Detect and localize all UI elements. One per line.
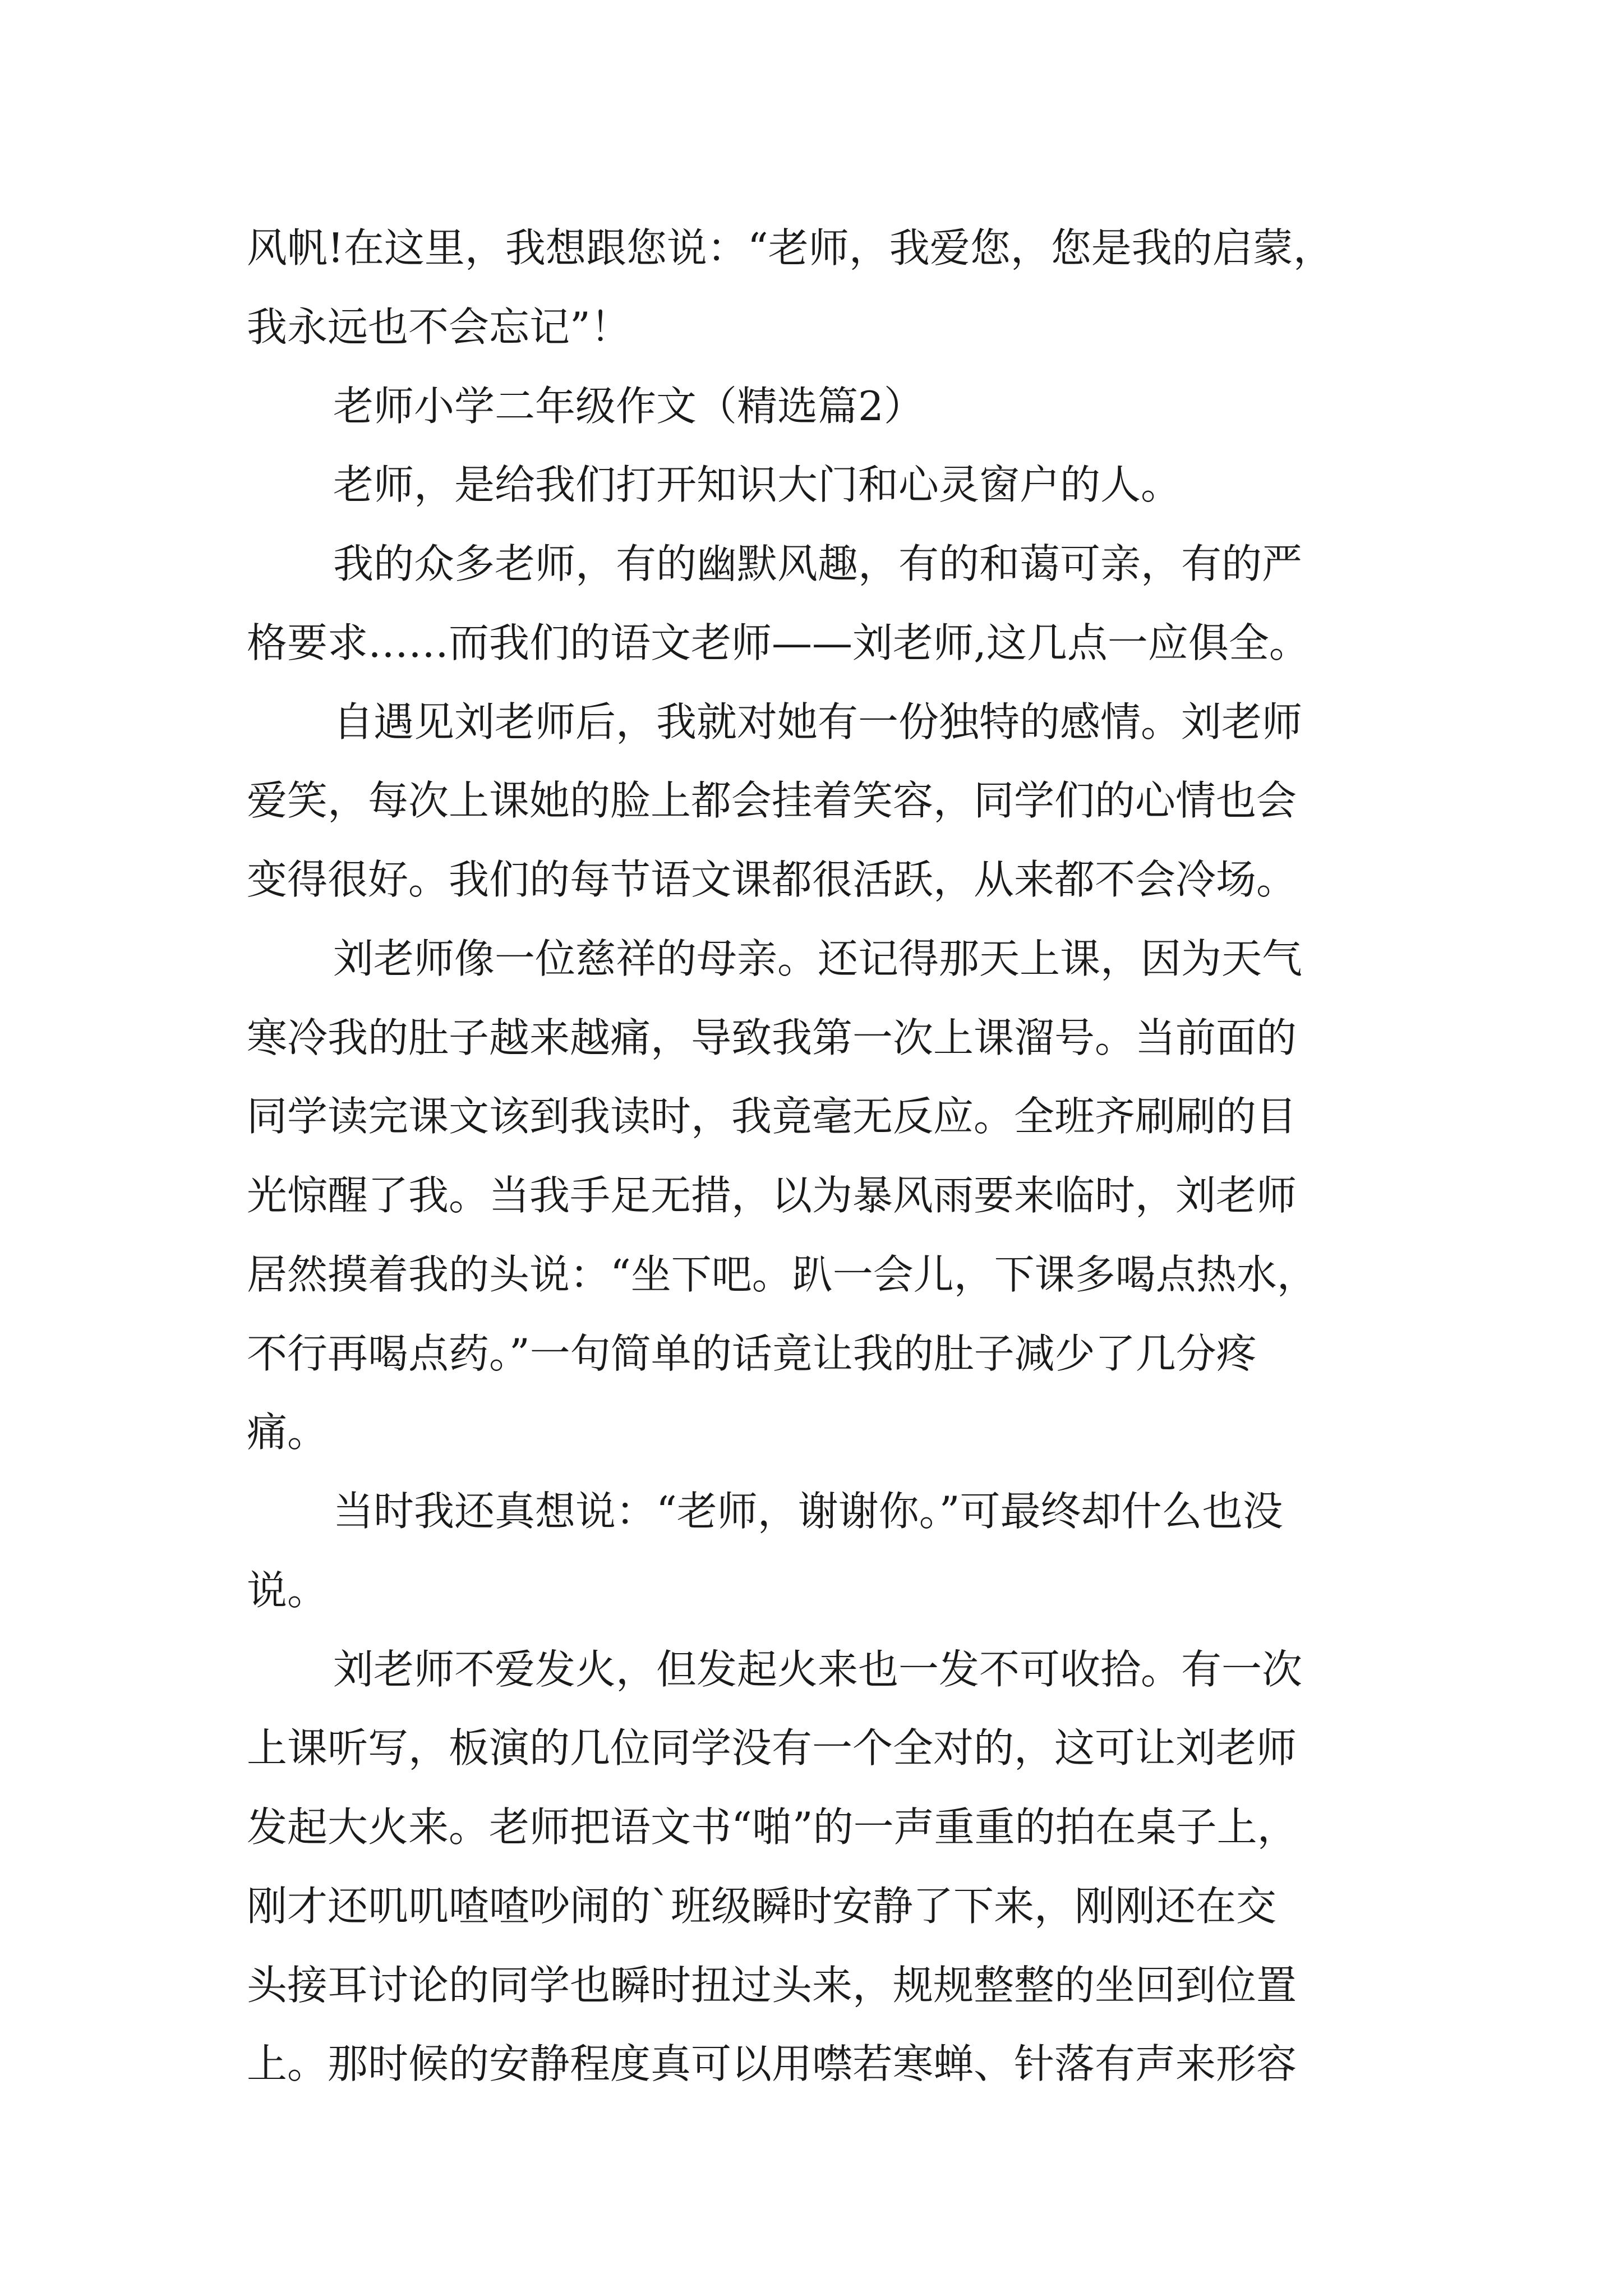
text-line: 爱笑，每次上课她的脸上都会挂着笑容，同学们的心情也会 <box>247 777 1297 824</box>
text-line: 刚才还叽叽喳喳吵闹的`班级瞬时安静了下来，刚刚还在交 <box>247 1883 1277 1930</box>
text-line: 我永远也不会忘记”！ <box>247 303 631 351</box>
text-line: 上。那时候的安静程度真可以用噤若寒蝉、针落有声来形容 <box>247 2040 1297 2087</box>
text-line: 光惊醒了我。当我手足无措，以为暴风雨要来临时，刘老师 <box>247 1172 1297 1219</box>
text-line: 说。 <box>247 1567 328 1614</box>
text-line: 痛。 <box>247 1409 328 1456</box>
text-line: 寒冷我的肚子越来越痛，导致我第一次上课溜号。当前面的 <box>247 1014 1297 1061</box>
text-line: 当时我还真想说：“老师，谢谢你。”可最终却什么也没 <box>333 1488 1283 1535</box>
text-line: 刘老师像一位慈祥的母亲。还记得那天上课，因为天气 <box>333 935 1303 982</box>
text-line: 自遇见刘老师后，我就对她有一份独特的感情。刘老师 <box>333 698 1303 746</box>
text-line: 上课听写，板演的几位同学没有一个全对的，这可让刘老师 <box>247 1724 1297 1772</box>
text-line: 不行再喝点药。”一句简单的话竟让我的肚子减少了几分疼 <box>247 1330 1257 1377</box>
text-line: 居然摸着我的头说：“坐下吧。趴一会儿，下课多喝点热水， <box>247 1251 1317 1298</box>
text-line: 刘老师不爱发火，但发起火来也一发不可收拾。有一次 <box>333 1646 1303 1693</box>
text-line: 格要求……而我们的语文老师——刘老师,这几点一应俱全。 <box>247 619 1310 666</box>
text-line: 我的众多老师，有的幽默风趣，有的和蔼可亲，有的严 <box>333 540 1303 587</box>
text-line: 老师，是给我们打开知识大门和心灵窗户的人。 <box>333 461 1182 508</box>
text-line: 同学读完课文该到我读时，我竟毫无反应。全班齐刷刷的目 <box>247 1093 1297 1140</box>
text-line: 风帆!在这里，我想跟您说：“老师，我爱您，您是我的启蒙， <box>247 224 1334 272</box>
text-line: 头接耳讨论的同学也瞬时扭过头来，规规整整的坐回到位置 <box>247 1962 1297 2009</box>
text-line: 变得很好。我们的每节语文课都很活跃，从来都不会冷场。 <box>247 856 1297 903</box>
text-line: 发起大火来。老师把语文书“啪”的一声重重的拍在桌子上， <box>247 1803 1298 1851</box>
section-title: 老师小学二年级作文（精选篇2） <box>333 383 924 430</box>
